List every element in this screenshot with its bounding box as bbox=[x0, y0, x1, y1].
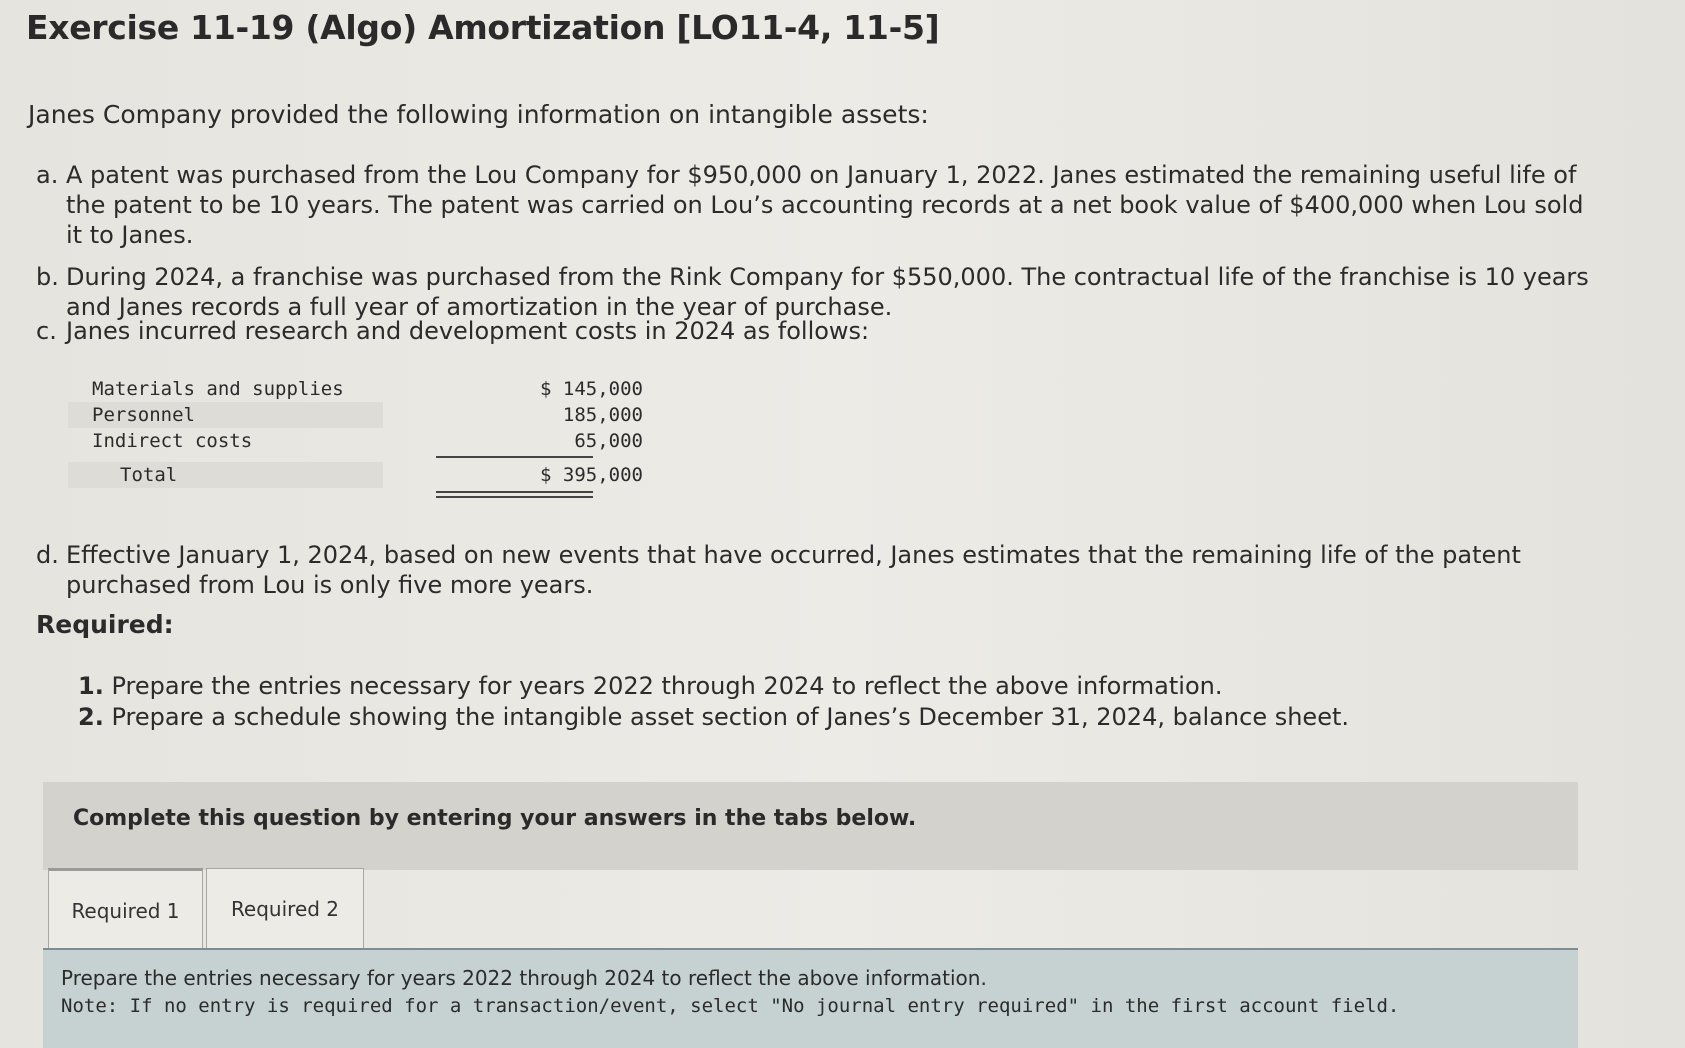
rd-value: 185,000 bbox=[562, 404, 643, 426]
panel-instruction: Prepare the entries necessary for years 2022 through 2024 to reflect the above information. bbox=[61, 966, 987, 990]
table-row bbox=[68, 428, 643, 454]
item-text: Effective January 1, 2024, based on new events that have occurred, Janes estimates that the remaining life of the patent purchased from Lou is only five more years. bbox=[66, 541, 1521, 599]
item-marker: d. bbox=[36, 541, 59, 569]
table-row bbox=[68, 402, 643, 428]
rd-total-label: Total bbox=[68, 462, 383, 488]
item-text: Janes incurred research and development costs in 2024 as follows: bbox=[66, 317, 870, 345]
required-number: 1. bbox=[78, 672, 104, 700]
rd-cost-table bbox=[68, 376, 643, 488]
instruction-banner: Complete this question by entering your answers in the tabs below. bbox=[43, 782, 1578, 870]
item-marker: a. bbox=[36, 161, 59, 189]
list-item-d bbox=[36, 540, 1606, 600]
rd-label: Personnel bbox=[68, 402, 383, 428]
list-item-a bbox=[36, 160, 1606, 250]
required-text: Prepare the entries necessary for years 2022 through 2024 to reflect the above information. bbox=[111, 672, 1223, 700]
item-marker: b. bbox=[36, 263, 59, 291]
table-total-row bbox=[68, 462, 643, 488]
list-item-b bbox=[36, 262, 1606, 322]
table-row bbox=[68, 376, 643, 402]
required-item-2 bbox=[78, 703, 1349, 731]
tab-content-panel bbox=[43, 950, 1578, 1048]
list-item-c bbox=[36, 316, 1606, 346]
rd-total-value: $ 395,000 bbox=[540, 464, 643, 486]
tab-required-2[interactable]: Required 2 bbox=[206, 868, 364, 948]
required-text: Prepare a schedule showing the intangible asset section of Janes’s December 31, 2024, balance sheet. bbox=[111, 703, 1350, 731]
page-title: Exercise 11-19 (Algo) Amortization [LO11-4, 11-5] bbox=[26, 8, 940, 47]
required-heading: Required: bbox=[36, 610, 174, 639]
subtotal-rule bbox=[436, 456, 593, 458]
item-marker: c. bbox=[36, 317, 57, 345]
total-double-rule-top bbox=[436, 491, 593, 493]
rd-value: 65,000 bbox=[574, 430, 643, 452]
total-double-rule-bottom bbox=[436, 496, 593, 498]
rd-value: $ 145,000 bbox=[540, 378, 643, 400]
rd-label: Indirect costs bbox=[92, 430, 253, 452]
item-text: A patent was purchased from the Lou Company for $950,000 on January 1, 2022. Janes estimated the remaining useful life of the patent to be 10 years. The patent was carried on Lou’s accounting records at a net book value of $400,000 when Lou sold it to Janes. bbox=[66, 161, 1584, 249]
panel-note: Note: If no entry is required for a transaction/event, select "No journal entry required" in the first account field. bbox=[61, 995, 1400, 1017]
intro-text: Janes Company provided the following information on intangible assets: bbox=[28, 100, 929, 129]
required-item-1 bbox=[78, 672, 1222, 700]
item-text: During 2024, a franchise was purchased from the Rink Company for $550,000. The contractual life of the franchise is 10 years and Janes records a full year of amortization in the year of purchase. bbox=[66, 263, 1589, 321]
required-number: 2. bbox=[78, 703, 104, 731]
rd-label: Materials and supplies bbox=[92, 378, 344, 400]
tab-required-1[interactable]: Required 1 bbox=[48, 868, 203, 948]
